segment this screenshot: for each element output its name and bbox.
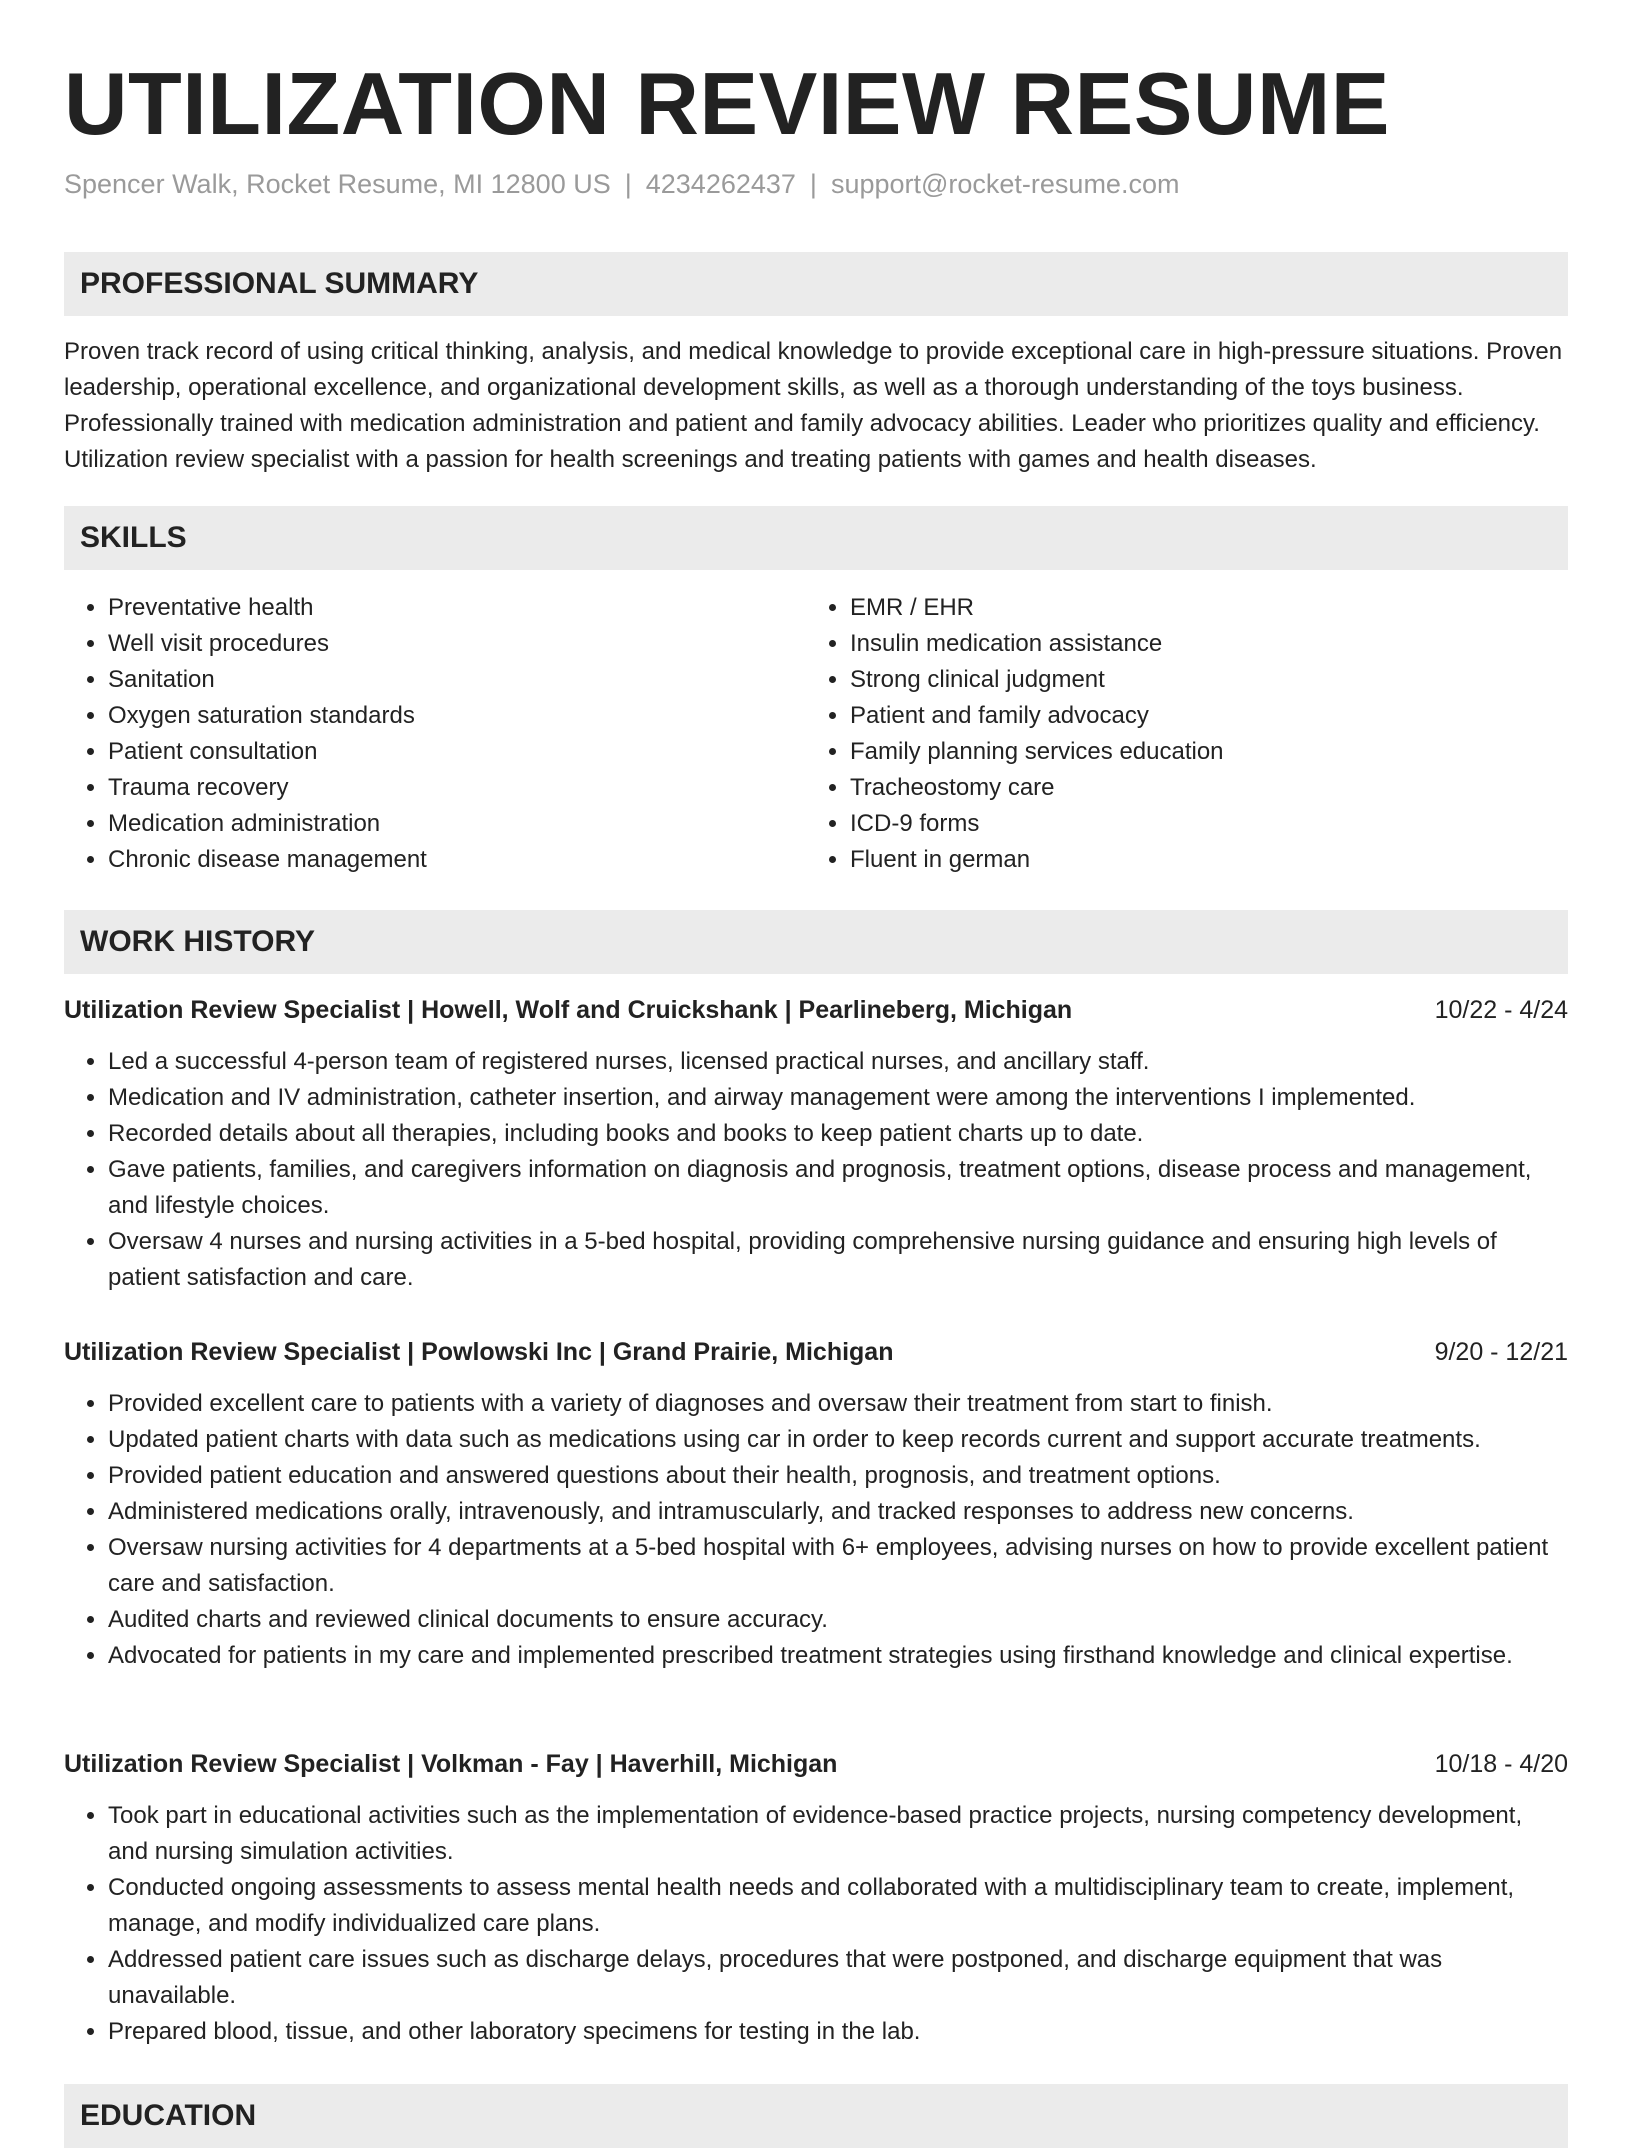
skills-column-right bbox=[806, 590, 1550, 878]
skill-item: • Strong clinical judgment bbox=[850, 662, 1550, 698]
skills-column-left bbox=[64, 590, 806, 878]
job-dates: 10/18 - 4/20 bbox=[1434, 1750, 1568, 1778]
job-bullet: • Oversaw nursing activities for 4 departments at a 5-bed hospital with 6+ employees, advising nurses on how to provide excellent patient care and satisfaction. bbox=[108, 1530, 1568, 1602]
work-heading: WORK HISTORY bbox=[80, 925, 316, 958]
summary-heading: PROFESSIONAL SUMMARY bbox=[80, 267, 479, 300]
skill-item: • Insulin medication assistance bbox=[850, 626, 1550, 662]
skill-item: • Preventative health bbox=[108, 590, 806, 626]
work-section-header bbox=[64, 910, 1568, 974]
summary-section-header bbox=[64, 252, 1568, 316]
job-bullet: • Prepared blood, tissue, and other laboratory specimens for testing in the lab. bbox=[108, 2014, 1568, 2050]
skill-item: • Well visit procedures bbox=[108, 626, 806, 662]
skill-item: • Fluent in german bbox=[850, 842, 1550, 878]
job-bullet: • Advocated for patients in my care and implemented prescribed treatment strategies using firsthand knowledge and clinical expertise. bbox=[108, 1638, 1568, 1674]
job-header bbox=[64, 992, 1568, 1028]
job-header bbox=[64, 1746, 1568, 1782]
job-bullet: • Oversaw 4 nurses and nursing activities in a 5-bed hospital, providing comprehensive nursing guidance and ensuring high levels of patient satisfaction and care. bbox=[108, 1224, 1568, 1296]
job-bullet: • Took part in educational activities such as the implementation of evidence-based practice projects, nursing competency development, and nursing simulation activities. bbox=[108, 1798, 1568, 1870]
job-bullet: • Addressed patient care issues such as discharge delays, procedures that were postponed, and discharge equipment that was unavailable. bbox=[108, 1942, 1568, 2014]
contact-separator: | bbox=[809, 169, 817, 199]
job-bullet: • Updated patient charts with data such as medications using car in order to keep records current and support accurate treatments. bbox=[108, 1422, 1568, 1458]
job-bullet: • Administered medications orally, intravenously, and intramuscularly, and tracked responses to address new concerns. bbox=[108, 1494, 1568, 1530]
job-dates: 10/22 - 4/24 bbox=[1434, 996, 1568, 1024]
skill-item: • Medication administration bbox=[108, 806, 806, 842]
job-bullet: • Medication and IV administration, catheter insertion, and airway management were among the interventions I implemented. bbox=[108, 1080, 1568, 1116]
job-bullet: • Led a successful 4-person team of registered nurses, licensed practical nurses, and ancillary staff. bbox=[108, 1044, 1568, 1080]
job-bullets bbox=[64, 1386, 1568, 1674]
job-bullets bbox=[64, 1798, 1568, 2050]
job-entry bbox=[64, 1746, 1568, 2050]
skills-heading: SKILLS bbox=[80, 521, 187, 554]
job-header bbox=[64, 1334, 1568, 1370]
job-title: Utilization Review Specialist | Volkman - Fay | Haverhill, Michigan bbox=[64, 1750, 838, 1778]
job-bullet: • Audited charts and reviewed clinical documents to ensure accuracy. bbox=[108, 1602, 1568, 1638]
resume-title: UTILIZATION REVIEW RESUME bbox=[64, 54, 1390, 153]
job-entry bbox=[64, 1334, 1568, 1674]
contact-address: Spencer Walk, Rocket Resume, MI 12800 US bbox=[64, 169, 611, 199]
contact-line bbox=[64, 164, 1179, 204]
skill-item: • Patient and family advocacy bbox=[850, 698, 1550, 734]
contact-separator: | bbox=[624, 169, 632, 199]
job-bullets bbox=[64, 1044, 1568, 1296]
job-entry bbox=[64, 992, 1568, 1296]
job-title: Utilization Review Specialist | Powlowski Inc | Grand Prairie, Michigan bbox=[64, 1338, 894, 1366]
job-bullet: • Recorded details about all therapies, including books and books to keep patient charts up to date. bbox=[108, 1116, 1568, 1152]
job-bullet: • Provided patient education and answered questions about their health, prognosis, and treatment options. bbox=[108, 1458, 1568, 1494]
skill-item: • Chronic disease management bbox=[108, 842, 806, 878]
skill-item: • Oxygen saturation standards bbox=[108, 698, 806, 734]
contact-phone: 4234262437 bbox=[645, 169, 796, 199]
skill-item: • EMR / EHR bbox=[850, 590, 1550, 626]
skill-item: • Trauma recovery bbox=[108, 770, 806, 806]
job-dates: 9/20 - 12/21 bbox=[1434, 1338, 1568, 1366]
education-section-header bbox=[64, 2084, 1568, 2148]
skill-item: • Sanitation bbox=[108, 662, 806, 698]
job-bullet: • Conducted ongoing assessments to assess mental health needs and collaborated with a multidisciplinary team to create, implement, manage, and modify individualized care plans. bbox=[108, 1870, 1568, 1942]
skill-item: • Tracheostomy care bbox=[850, 770, 1550, 806]
job-title: Utilization Review Specialist | Howell, Wolf and Cruickshank | Pearlineberg, Michigan bbox=[64, 996, 1073, 1024]
job-bullet: • Gave patients, families, and caregivers information on diagnosis and prognosis, treatment options, disease process and management, and lifestyle choices. bbox=[108, 1152, 1568, 1224]
contact-email: support@rocket-resume.com bbox=[830, 169, 1180, 199]
skill-item: • ICD-9 forms bbox=[850, 806, 1550, 842]
skill-item: • Family planning services education bbox=[850, 734, 1550, 770]
job-bullet: • Provided excellent care to patients with a variety of diagnoses and oversaw their treatment from start to finish. bbox=[108, 1386, 1568, 1422]
skills-section-header bbox=[64, 506, 1568, 570]
skills-list bbox=[64, 590, 1568, 878]
summary-text: Proven track record of using critical thinking, analysis, and medical knowledge to provide exceptional care in high-pressure situations. Proven leadership, operational excellence, and organizational development skills, as well as a thorough understanding of the toys business. Professionally trained with medication administration and patient and family advocacy abilities. Leader who prioritizes quality and efficiency. Utilization review specialist with a passion for health screenings and treating patients with games and health diseases. bbox=[64, 338, 1563, 473]
education-heading: EDUCATION bbox=[80, 2099, 257, 2132]
skill-item: • Patient consultation bbox=[108, 734, 806, 770]
